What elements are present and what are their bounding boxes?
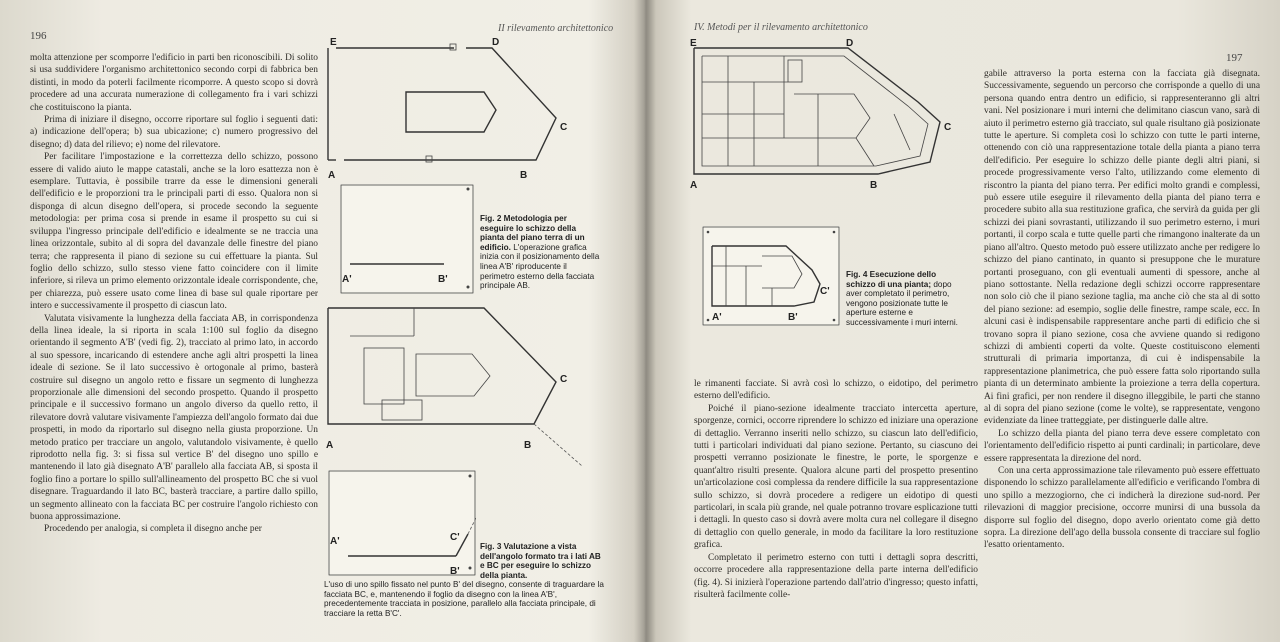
right-page — [640, 0, 1280, 642]
label-c: C — [560, 374, 568, 385]
paragraph: Prima di iniziare il disegno, occorre riportare sul foglio i seguenti dati: a) indicazione dell'opera; b) sua ubicazione; c) numero progressivo del disegno; d) data del rilievo; e) nome del rilevatore. — [30, 115, 318, 150]
figure-4-caption: Fig. 4 Esecuzione dello schizzo di una pianta; dopo aver completato il perimetro, vengono posizionate tutte le aperture esterne e successivamente i muri interni. — [846, 270, 958, 327]
label-e: E — [690, 38, 697, 49]
paragraph: Valutata visivamente la lunghezza della facciata AB, in corrispondenza della linea ideale, la si riporta in scala 1:100 sul foglio da disegno orientando il segmento A'B' (vedi fig. 2), tracciato al primo lato, in accordo al suo spessore, incaricando di estendere anche agli altri prospetti la linea ideale di sezione. Se il lato successivo è ortogonale al primo, basterà costruire sul disegno un angolo retto e fissare un segmento di lunghezza proporzionale alle dimensioni del secondo prospetto. Quando il prospetto principale e il successivo formano un angolo diverso da quello retto, il rilevatore dovrà valutare visivamente l'ampiezza dell'angolo formato dai due prospetti, in modo da riportarlo sul disegno nella giusta proporzione. Un metodo pratico per tracciare un angolo, valutandolo visivamente, è quello riprodotto nella fig. 3: si fissa sul vertice B' del disegno uno spillo e mantenendo il lato già disegnato A'B' parallelo alla facciata AB, si sposta il foglio fino a portare lo spillo sull'allineamento del prospetto BC che si vuol disegnare. Traguardando il lato BC, basterà tracciare, a partire dallo spillo, un segmento allineato con la facciata BC per costruire l'angolo richiesto con buona approssimazione. — [30, 313, 318, 523]
figure-full-plan — [688, 38, 978, 190]
figure-4-sheet — [702, 226, 840, 326]
label-c-prime: C' — [820, 286, 830, 297]
label-c: C — [560, 122, 568, 133]
paragraph: Lo schizzo della pianta del piano terra deve essere completato con l'orientamento dell'edificio rispetto ai punti cardinali; in particolare, deve essere rappresentata la direzione del nord. — [984, 428, 1260, 464]
running-head: IV. Metodi per il rilevamento architettonico — [694, 22, 868, 33]
left-text-column — [30, 52, 318, 632]
label-a-prime: A' — [342, 274, 352, 285]
label-c-prime: C' — [450, 532, 460, 543]
label-a: A — [328, 170, 336, 180]
label-b: B — [520, 170, 528, 180]
paragraph: le rimanenti facciate. Si avrà così lo schizzo, o eidotipo, del perimetro esterno dell'edificio. — [694, 379, 978, 402]
paragraph: Procedendo per analogia, si completa il disegno anche per — [44, 524, 262, 535]
label-a: A — [326, 440, 334, 451]
label-d: D — [846, 38, 854, 49]
figure-3-caption-title: Fig. 3 Valutazione a vista dell'angolo formato tra i lati AB e BC per eseguire lo schizzo della pianta. — [480, 542, 601, 580]
label-e: E — [330, 38, 337, 48]
running-head: II rilevamento architettonico — [498, 23, 614, 34]
paragraph: Per facilitare l'impostazione e la correttezza dello schizzo, possono essere di valido aiuto le mappe catastali, anche se la loro esattezza non è esemplare. Tuttavia, è possibile trarre da esse le dimensioni generali dell'edificio e le proporzioni tra le principali parti di esso. Qualora non si disponga di alcun disegno dell'opera, si procede secondo la seguente metodologia: per prima cosa si prende in esame il prospetto su cui si sviluppa l'ingresso principale dell'edificio e idealmente se ne traccia una linea orizzontale, subito al di sopra del davanzale delle finestre del piano terra; che rappresenta il piano di sezione su cui effettuare la pianta. Sul foglio dello schizzo, sullo stesso viene fatto coincidere con il limite inferiore, si rileva un primo elemento orizzontale ideale corrispondente, che, per chiarezza, può essere usato come linea di base sul quale riportare per intero e successivamente il prospetto di ciascun lato. — [30, 152, 318, 312]
right-text-column-1 — [694, 378, 978, 634]
page-number: 196 — [30, 30, 47, 42]
label-a-prime: A' — [712, 312, 722, 323]
paragraph: gabile attraverso la porta esterna con la facciata già disegnata. Successivamente, seguendo un percorso che corrisponde a quello di una persona quando entra dentro un edificio, si rappresenteranno gli altri vani. Nel posizionare i muri interni che delimitano ciascun vano, sarà di aiuto il perimetro esterno già tracciato, sul quale risultano già posizionate tutte le aperture. Si completa così lo schizzo con tutte le parti interne, ottenendo con ciò una rappresentazione totale della pianta a piano terra dell'edificio. Per eseguire lo schizzo delle piante degli altri piani, si procede progressivamente verso l'alto, utilizzando come elemento di riscontro la pianta del piano terra. Per edifici molto grandi e complessi, può essere utile eseguire il rilevamento della pianta del piano terra e procedere subito alla sua restituzione grafica, che servirà da guida per gli schizzi dei piani sovrastanti, utilizzando il suo perimetro esterno, i muri portanti, il corpo scala e tutte quelle parti che rimangono inalterate da un piano all'altro. Questo metodo può essere utilizzato anche per redigere lo schizzo del piano cantinato, in quanto si presuppone che le murature portanti proseguano, con gli eventuali aumenti di spessore, anche al piano sottostante. Nella redazione degli schizzi occorre rappresentare non solo ciò che il piano sezione taglia, ma anche ciò che sta al di sotto del piano sezione: ad esempio, soglie delle finestre, rampe scale, ecc. In alcuni casi è indispensabile rappresentare anche parti di edificio che si trovano sopra il piano sezione, cosa che avviene quando si redigono schizzi di ambienti coperti da volte. Queste costituiscono elementi strutturali di primaria importanza, di cui è indispensabile la rappresentazione planimetrica, che può essere fatta solo riportando sulla pianta di un determinato ambiente la proiezione a terra della copertura. Ai fini grafici, per non rendere il disegno illeggibile, le parti che stanno al di sopra del piano sezione (come le volte), se rappresentate, vengono evidenziate da linee tratteggiate, per distinguerle dalle altre. — [984, 69, 1260, 427]
paragraph: Completato il perimetro esterno con tutti i dettagli sopra descritti, occorre procedere alla rappresentazione della parte interna dell'edificio (fig. 4). Si inizierà l'operazione partendo dall'atrio d'ingresso; questo infatti, risulterà facilmente colle- — [694, 552, 978, 600]
figure-plan-interior — [324, 298, 604, 468]
page-number: 197 — [1226, 52, 1243, 64]
paragraph: Con una certa approssimazione tale rilevamento può essere effettuato disponendo lo schizzo parallelamente all'edificio e verificando l'ombra di uno spillo a mezzogiorno, che ci indicherà la direzione sud-nord. Per rilevazioni di maggior precisione, occorre munirsi di una bussola da disporre sul foglio del disegno, dopo averlo orientato come già detto sopra. La direzione dell'ago della bussola consente di tracciare sul foglio l'esatto orientamento. — [984, 466, 1260, 551]
right-text-column-2 — [984, 68, 1260, 634]
paragraph: Poiché il piano-sezione idealmente tracciato intercetta aperture, sporgenze, cornici, occorre riprendere lo schizzo ed iniziare una operazione di dettaglio. Verranno inseriti nello schizzo, su ciascun lato dell'edificio, tutti i particolari individuati dal piano sezione. Pertanto, su ciascuno dei prospetti verranno posizionate le finestre, le porte, le sporgenze e quant'altro risulti presente. Qualora alcune parti del prospetto presentino un'articolazione così complessa da rendere difficile la sua rappresentazione sullo schizzo, si dovrà procedere a redigere un eidotipo di questi particolari, in scala più grande, nel quale potranno trovare esplicazione tutti i dettagli. In questo caso si dovrà avere molta cura nel collegare il disegno di dettaglio con quello generale, in modo da facilitare la loro restituzione grafica. — [694, 403, 978, 551]
paragraph: molta attenzione per scomporre l'edificio in parti ben riconoscibili. Di solito si usa suddividere l'organismo architettonico secondo corpi di fabbrica ben distinti, in modo da poterli facilmente ricomporre. A questo scopo si dovrà procedere ad una accurata numerazione di collegamento fra i vari schizzi che costituiscono la pianta. — [30, 53, 318, 113]
label-b-prime: B' — [450, 566, 460, 576]
label-a-prime: A' — [330, 536, 340, 547]
figure-3-sheet — [328, 470, 476, 576]
label-a: A — [690, 180, 698, 190]
label-b-prime: B' — [788, 312, 798, 323]
label-c: C — [944, 122, 952, 133]
figure-2-caption: Fig. 2 Metodologia per eseguire lo schizzo della pianta del piano terra di un edificio. L'operazione grafica inizia con il posizionamento della linea A'B' riproducente il perimetro esterno della facciata principale AB. — [480, 214, 600, 291]
figure-3-caption: L'uso di uno spillo fissato nel punto B' del disegno, consente di traguardare la facciata BC, e, mantenendo il foglio da disegno con la linea A'B', precedentemente tracciata in posizione, parallelo alla facciata principale, di tracciare la retta B'C'. — [324, 580, 604, 618]
label-b-prime: B' — [438, 274, 448, 285]
label-d: D — [492, 38, 500, 48]
figure-2-sheet — [340, 184, 474, 294]
label-b: B — [524, 440, 532, 451]
figure-plan-outline — [324, 38, 592, 180]
label-b: B — [870, 180, 878, 190]
